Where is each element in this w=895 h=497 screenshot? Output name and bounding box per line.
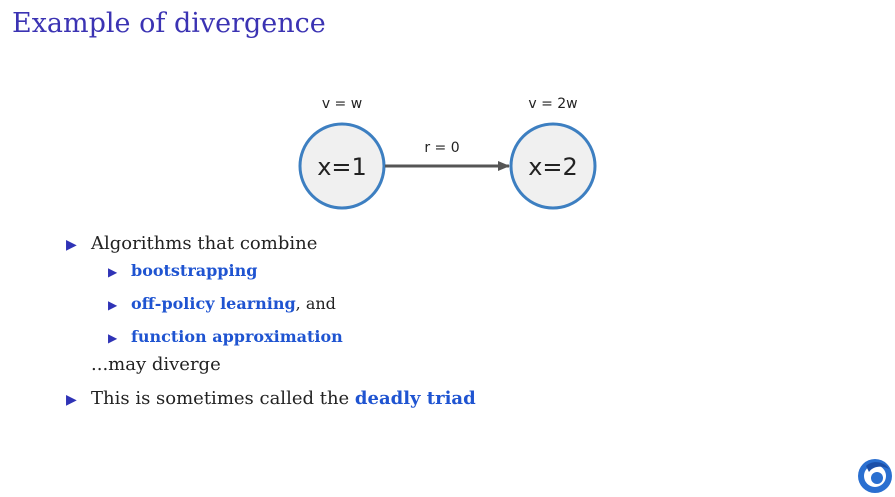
sub-bullet-1 — [108, 260, 766, 283]
sub-bullet-3-text: function approximation — [131, 327, 343, 346]
bullet-triangle-icon: ▶ — [108, 265, 118, 279]
deadly-triad-text: deadly triad — [354, 388, 476, 409]
slide-title: Example of divergence — [12, 8, 326, 39]
bullet-triangle-icon: ▶ — [66, 237, 77, 253]
bullet-triad — [66, 387, 766, 412]
sub-bullet-2 — [108, 293, 766, 316]
bullet-triangle-icon: ▶ — [66, 392, 77, 408]
sub-bullet-3 — [108, 326, 766, 349]
bullet-triangle-icon: ▶ — [108, 331, 118, 345]
deepmind-logo-icon — [856, 456, 894, 494]
sub-bullet-2-text: off-policy learning — [131, 294, 296, 313]
mdp-diagram — [0, 0, 895, 240]
sub-bullet-2-suffix: , and — [295, 294, 336, 313]
bullet-intro-text: Algorithms that combine — [91, 233, 318, 254]
reward-label: r = 0 — [424, 140, 460, 156]
bullet-list — [66, 232, 766, 412]
state-node-2-label: x=2 — [528, 153, 578, 181]
state-node-1-label: x=1 — [317, 153, 367, 181]
bullet-triangle-icon: ▶ — [108, 298, 118, 312]
bullet-conclusion: ...may diverge — [91, 354, 221, 375]
node2-value-label: v = 2w — [528, 96, 578, 112]
bullet-triad-prefix: This is sometimes called the — [91, 388, 355, 409]
sub-bullet-1-text: bootstrapping — [131, 261, 258, 280]
bullet-intro — [66, 232, 766, 257]
node1-value-label: v = w — [321, 96, 363, 112]
